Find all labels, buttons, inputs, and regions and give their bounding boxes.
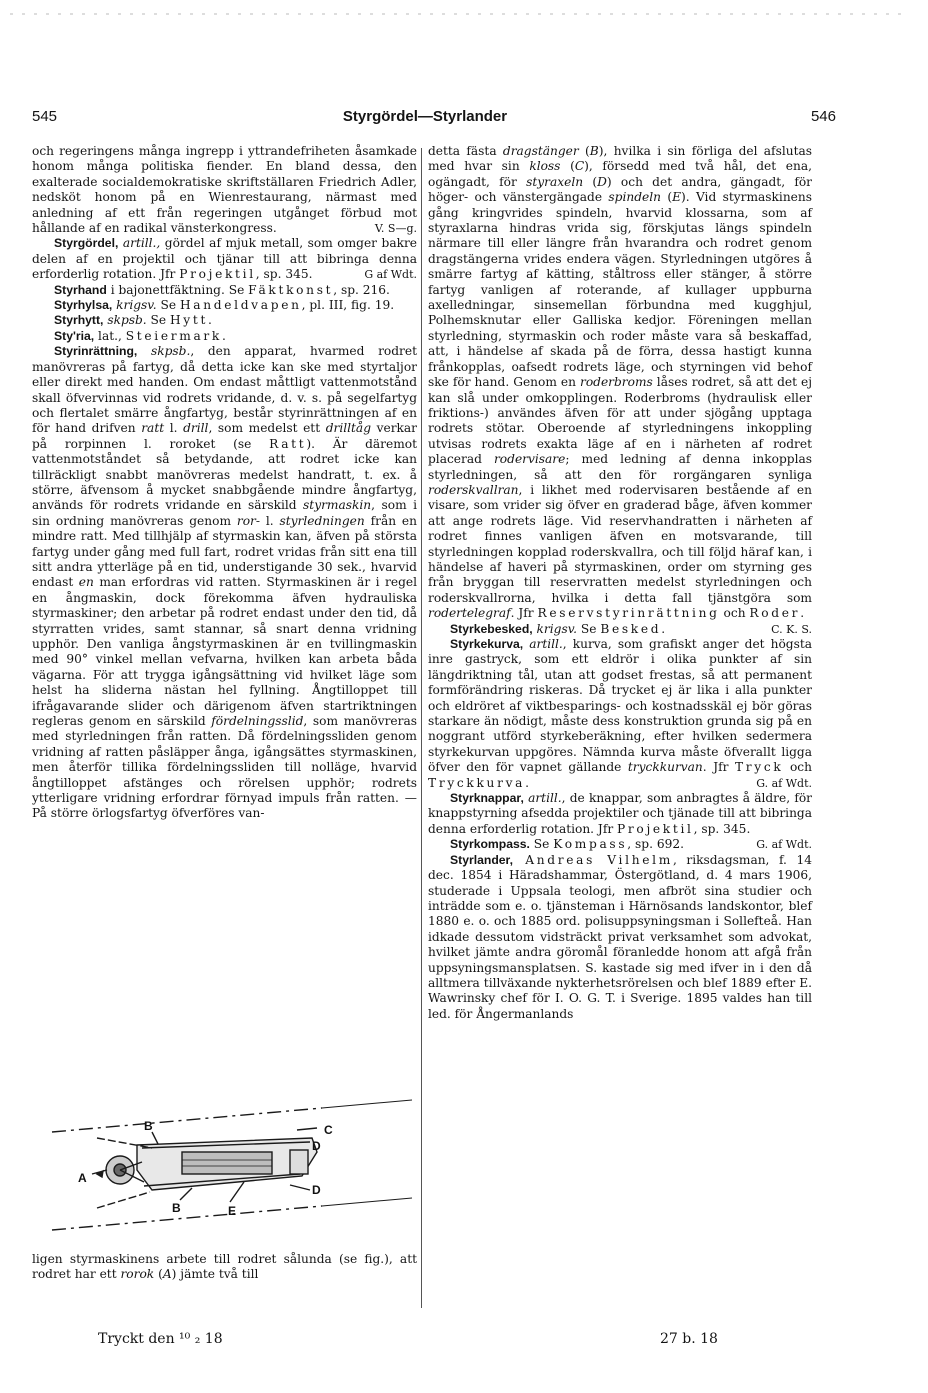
entry-text: , kurva, som grafiskt anger det högsta inre gastryck, som ett eldrör i olika punkter af sin längdriktning tål, utan att godset frestas, så att permanent formförändring riskeras. Då trycket ej är lika i alla punkter och eldröret af viktbesparings- och kostnadsskäl ej bör göras starkare än nödigt, måste dess konstruktion grunda sig på en noggrant utförd styrkeberäkning, efter hvilken sedermera styrkekurvan uppgöres. Nämnda kurva måste öfverallt ligga öfver den för vapnet gällande bbox=[428, 637, 813, 775]
cross-reference: Roder bbox=[749, 606, 801, 621]
print-date: Tryckt den ¹⁰ ₂ 18 bbox=[98, 1331, 223, 1347]
entry-text: låses rodret, så att det ej kan slå under omkopplingen. Roderbroms (hydraulisk eller friktions-) användes äfven för att under sjögång upptaga rodrets stötar. Oberoende af styrledningens inkoppling utvisas rodrets exakta läge af en i närheten af rodret placerad bbox=[428, 375, 813, 467]
italic-term: styraxeln bbox=[526, 174, 584, 189]
entry-text: , sp. 216. bbox=[333, 282, 390, 297]
entry-text: lat., bbox=[94, 328, 126, 343]
entry-text: . Jfr bbox=[510, 606, 538, 621]
entry-text: Se bbox=[146, 313, 170, 328]
paragraph-continuation bbox=[32, 144, 417, 236]
cross-reference: Projektil bbox=[179, 267, 256, 282]
entry-text: , sp. 345. bbox=[255, 267, 313, 282]
subject-tag: skpsb. bbox=[150, 344, 191, 359]
subject-tag: skpsb. bbox=[107, 313, 147, 328]
subject-tag: artill. bbox=[529, 637, 563, 651]
headword: Styrhylsa, bbox=[54, 298, 113, 313]
entry-text: verkar på rorpinnen l. roroket (se bbox=[32, 421, 417, 451]
italic-term: B bbox=[589, 144, 599, 158]
italic-term: kloss bbox=[529, 159, 561, 174]
italic-term: D bbox=[597, 174, 607, 189]
cross-reference: Tryck bbox=[734, 760, 784, 775]
running-title: Styrgördel—Styrlander bbox=[342, 108, 508, 125]
italic-term: tryckkurvan bbox=[627, 760, 703, 775]
italic-term: roderbroms bbox=[580, 375, 653, 390]
entry-text: . bbox=[222, 328, 226, 343]
cross-reference: Hytt bbox=[170, 313, 209, 328]
signature: G. af Wdt. bbox=[756, 838, 812, 852]
entry-styrinrattning bbox=[32, 344, 417, 822]
cross-reference: Projektil bbox=[617, 821, 694, 836]
entry-text: ). Vid styrmaskinens gång kringvrides spindeln, hvarvid klossarna, som af styraxlarna hindras vrida sig, förskjutas längs spindeln närmare till eller längre från hvarandra och rodret genom dragstängerna vrides endera vägen. Styrledningen utgöres å smärre fartyg af kätting, ståltross eller stänger, å större fartyg vanligen af roterande, af kullager uppburna axelledningar, sinsemellan förbundna med kugghjul, Polhemsknutar eller Galliska kedjor. Föreningen mellan styrledning, styrmaskin och roder måste vara så beskaffad, att, i händelse af skada på de förra, dessa hastigt kunna frånkopplas, oafsedt rodrets läge, och styrningen vid behof ske för hand. Genom en bbox=[428, 190, 812, 390]
paragraph-text: och regeringens många ingrepp i yttrandefriheten åsamkade honom många politiska fiender. En bland dessa, den exalterade socialdemokratiske skriftställaren Friedrich Adler, nedsköt honom på en Wienrestaurang, närmast med anledning af ett från regeringen utgånget förbud mot hållande af en radikal vänsterkongress. bbox=[32, 144, 417, 236]
entry-text: ). Är däremot vattenmotståndet så betydande, att rodret icke kan tillräckligt snabbt manövreras medelst handratt, t. ex. å större, äfvensom å mycket snabbgående mindre ångfartyg, används för rodrets vridande en särskild bbox=[32, 436, 417, 513]
page-number-right: 546 bbox=[810, 108, 836, 125]
entry-styrkekurva bbox=[428, 637, 812, 791]
italic-term: styrledningen bbox=[279, 513, 365, 528]
cross-reference: Fäktkonst bbox=[248, 282, 334, 297]
italic-term: C bbox=[574, 159, 585, 174]
entry-styrlander bbox=[428, 853, 812, 1022]
entry-text: ), hvilka i sin förliga del afslutas med hvar sin bbox=[428, 144, 812, 174]
entry-text: och bbox=[783, 760, 812, 775]
entry-text: , den apparat, hvarmed rodret manövreras på fartyg, då detta icke kan ske med styrtaljor eller direkt med handen. Om endast måttligt vattenmotstånd skall öfvervinnas vid rodrets vridande, d. v. s. på segelfartyg och flertalet smärre ångfartyg, består styrinrättningen af en för hand drifven bbox=[32, 344, 417, 436]
cross-reference: Tryckkurva bbox=[428, 775, 526, 790]
entry-text: ( bbox=[560, 159, 575, 174]
entry-text: , som i sin ordning manövreras genom bbox=[32, 498, 417, 528]
entry-text: detta fästa bbox=[428, 144, 503, 158]
cross-reference: Kompass bbox=[553, 837, 628, 852]
entry-styrhand bbox=[32, 283, 417, 298]
italic-term: en bbox=[78, 575, 94, 590]
entry-text: Se bbox=[577, 621, 601, 636]
entry-text: , som manövreras med styrledningen från ratten. Då fördelningssliden genom vridning af ratten påsläpper ånga, igångsättes styrmaskinen, men återför tillika fördelningssliden till nolläge, hvarvid ångtilloppet afstänges och rörelsen upphör; rodrets ytterligare vridning erfordrar förnyad impuls från ratten. — På större örlogsfartyg öfverföres van- bbox=[32, 714, 417, 821]
italic-term: spindeln bbox=[608, 190, 661, 205]
paragraph-after-figure bbox=[32, 1252, 417, 1283]
entry-text: , i likhet med rodervisaren bestående af en visare, som vrider sig öfver en graderad båge, äfven kommer att ange rodrets läge. Vid reservhandratten i närheten af rodret finnes vanligen äfven en motsvarande, till styrledningen kopplad roderskvallra, och till följd häraf kan, i händelse af haveri på styrmaskinen, order om styrning ges från bryggan till reservratten medelst styrledningen och roderskvallrorna, hvilka i detta fall tjänstgöra som bbox=[428, 482, 812, 605]
figure-label-d-top: D bbox=[312, 1139, 321, 1153]
entry-text: ( bbox=[154, 1267, 163, 1282]
entry-text: . bbox=[525, 775, 529, 790]
entry-text: Se bbox=[156, 298, 180, 313]
cross-reference: Ratt bbox=[269, 436, 307, 451]
entry-text: . bbox=[661, 621, 666, 636]
subject-tag: krigsv. bbox=[536, 621, 578, 636]
italic-term: A bbox=[162, 1267, 172, 1282]
entry-styria bbox=[32, 329, 417, 344]
entry-text: och bbox=[719, 606, 750, 621]
signature: G. af Wdt. bbox=[756, 776, 812, 790]
cross-reference: Besked bbox=[600, 621, 662, 636]
entry-text: i bajonettfäktning. Se bbox=[106, 282, 249, 297]
figure-label-c: C bbox=[324, 1123, 333, 1137]
scan-edge-noise bbox=[0, 0, 928, 30]
entry-text: . bbox=[208, 313, 212, 328]
column-divider bbox=[421, 148, 422, 1308]
headword: Styrgördel, bbox=[54, 236, 119, 251]
headword: Styrinrättning, bbox=[54, 344, 138, 359]
headword: Styrkompass. bbox=[450, 837, 530, 852]
entry-text: ( bbox=[583, 174, 598, 189]
steering-gear-figure bbox=[32, 1090, 417, 1240]
entry-text: ) jämte två till bbox=[171, 1267, 259, 1282]
figure-label-b2: B bbox=[172, 1201, 181, 1215]
entry-text: ( bbox=[660, 190, 673, 205]
headword: Styrlander, bbox=[450, 852, 513, 867]
italic-term: ror- bbox=[236, 513, 260, 528]
person-name: Andreas Vilhelm bbox=[513, 852, 673, 867]
signature: V. S—g. bbox=[374, 222, 417, 236]
entry-text: , pl. III, fig. 19. bbox=[301, 298, 395, 313]
entry-styrgordel bbox=[32, 236, 417, 282]
left-column-after-figure bbox=[32, 1252, 417, 1283]
headword: Styrknappar, bbox=[450, 791, 524, 806]
cross-reference: Steiermark bbox=[125, 328, 223, 343]
signature: G af Wdt. bbox=[364, 268, 417, 282]
entry-text: ( bbox=[578, 144, 590, 158]
entry-styrkebesked bbox=[428, 622, 812, 637]
entry-text: , sp. 692. bbox=[627, 837, 684, 852]
italic-term: styrmaskin bbox=[303, 498, 372, 513]
italic-term: rodertelegraf bbox=[428, 606, 511, 621]
signature: C. K. S. bbox=[771, 622, 812, 636]
entry-text: . Jfr bbox=[702, 760, 735, 775]
subject-tag: krigsv. bbox=[116, 298, 157, 313]
cross-reference: Reservstyrinrättning bbox=[537, 606, 720, 621]
figure-label-d-bottom: D bbox=[312, 1183, 321, 1197]
right-column bbox=[428, 144, 812, 1022]
italic-term: drilltåg bbox=[325, 421, 371, 436]
figure-label-a: A bbox=[78, 1171, 87, 1185]
entry-text: , riksdagsman, f. 14 dec. 1854 i Häradshammar, Östergötland, d. 4 mars 1906, studerade i Uppsala teologi, men afbröt sina studier och inträdde som e. o. tjänsteman i Härnösands landskontor, blef 1880 e. o. och 1885 ord. polisuppsyningsman i Sollefteå. Han idkade dessutom vidsträckt privat verksamhet som advokat, hvilket jämte andra göromål föranledde honom att afgå från uppsyningsmansplatsen. S. kastade sig med ifver in i den då alltmera tillväxande nykterhetsrörelsen och blef 1889 efter E. Wawrinsky chef för I. O. G. T. i Sverige. 1895 valdes han till led. för Ångermanlands bbox=[428, 852, 812, 1021]
entry-text: l. bbox=[259, 513, 280, 528]
entry-text: Se bbox=[529, 837, 554, 852]
cross-reference: Handeldvapen bbox=[179, 298, 302, 313]
entry-text: från en mindre ratt. Med tillhjälp af styrmaskin kan, äfven på största fartyg under gång med full fart, rodret vridas från sitt ena till sitt andra ytterläge på en tid, understigande 30 sek., hvarvid endast bbox=[32, 513, 417, 590]
entry-text: , sp. 345. bbox=[693, 821, 751, 836]
italic-term: fördelningsslid bbox=[211, 714, 304, 729]
page-number-left: 545 bbox=[32, 108, 58, 125]
entry-text: , som medelst ett bbox=[208, 421, 326, 436]
left-column bbox=[32, 144, 417, 822]
italic-term: dragstänger bbox=[502, 144, 579, 158]
entry-styrhytt bbox=[32, 313, 417, 328]
subject-tag: artill. bbox=[528, 791, 562, 806]
entry-styrhylsa bbox=[32, 298, 417, 313]
entry-text: l. bbox=[164, 421, 184, 436]
headword: Styrhand bbox=[54, 282, 107, 297]
figure-label-e: E bbox=[228, 1204, 237, 1218]
subject-tag: artill., bbox=[122, 236, 161, 251]
headword: Styrkekurva, bbox=[450, 637, 524, 651]
entry-text: gördel af mjuk metall, som omger bakre delen af en projektil och tjänar till att bibringa denna erforderlig rotation. Jfr bbox=[32, 236, 418, 282]
entry-text: ) och det andra, gängadt, för höger- och vänstergängade bbox=[428, 174, 812, 205]
italic-term: drill bbox=[183, 421, 209, 436]
entry-text: man erfordras vid ratten. Styrmaskinen är i regel en ångmaskin, dock förekomma äfven hydrauliska styrmaskiner; den arbetar på rodret endast under den tid, då styrratten vrides, samt stannar, så snart denna vridning upphör. Den vanliga ångstyrmaskinen är en tvillingmaskin med 90° vinkel mellan vefvarna, hvilken kan arbeta båda vägarna. För att trygga igångsättning vid hvilket läge som helst ha sliderna nästan hel fyllning. Ångtilloppet till ifrågavarande slider och därigenom äfven startriktningen regleras genom en särskild bbox=[32, 575, 418, 729]
italic-term: rorok bbox=[120, 1267, 155, 1282]
italic-term: roderskvallran bbox=[428, 482, 519, 497]
italic-term: rodervisare bbox=[493, 452, 566, 467]
entry-text: , de knappar, som anbragtes å äldre, för knappstyrning afsedda projektiler och tjänade till att bibringa denna erforderlig rotation. Jfr bbox=[428, 791, 812, 836]
headword: Styrkebesked, bbox=[450, 621, 533, 636]
signature-mark: 27 b. 18 bbox=[660, 1331, 718, 1347]
entry-text: ), försedd med två hål, det ena, ogängadt, för bbox=[428, 159, 812, 189]
entry-text: ligen styrmaskinens arbete till rodret sålunda (se fig.), att rodret har ett bbox=[32, 1252, 417, 1282]
figure-label-b: B bbox=[144, 1119, 153, 1133]
entry-text: ; med ledning af denna inkopplas styrledningen, så att den för rorgängaren synliga bbox=[428, 452, 812, 482]
headword: Styrhytt, bbox=[54, 313, 104, 328]
headword: Sty'ria, bbox=[54, 328, 95, 343]
italic-term: E bbox=[672, 190, 681, 205]
italic-term: ratt bbox=[141, 421, 165, 436]
entry-text: . bbox=[800, 606, 805, 621]
